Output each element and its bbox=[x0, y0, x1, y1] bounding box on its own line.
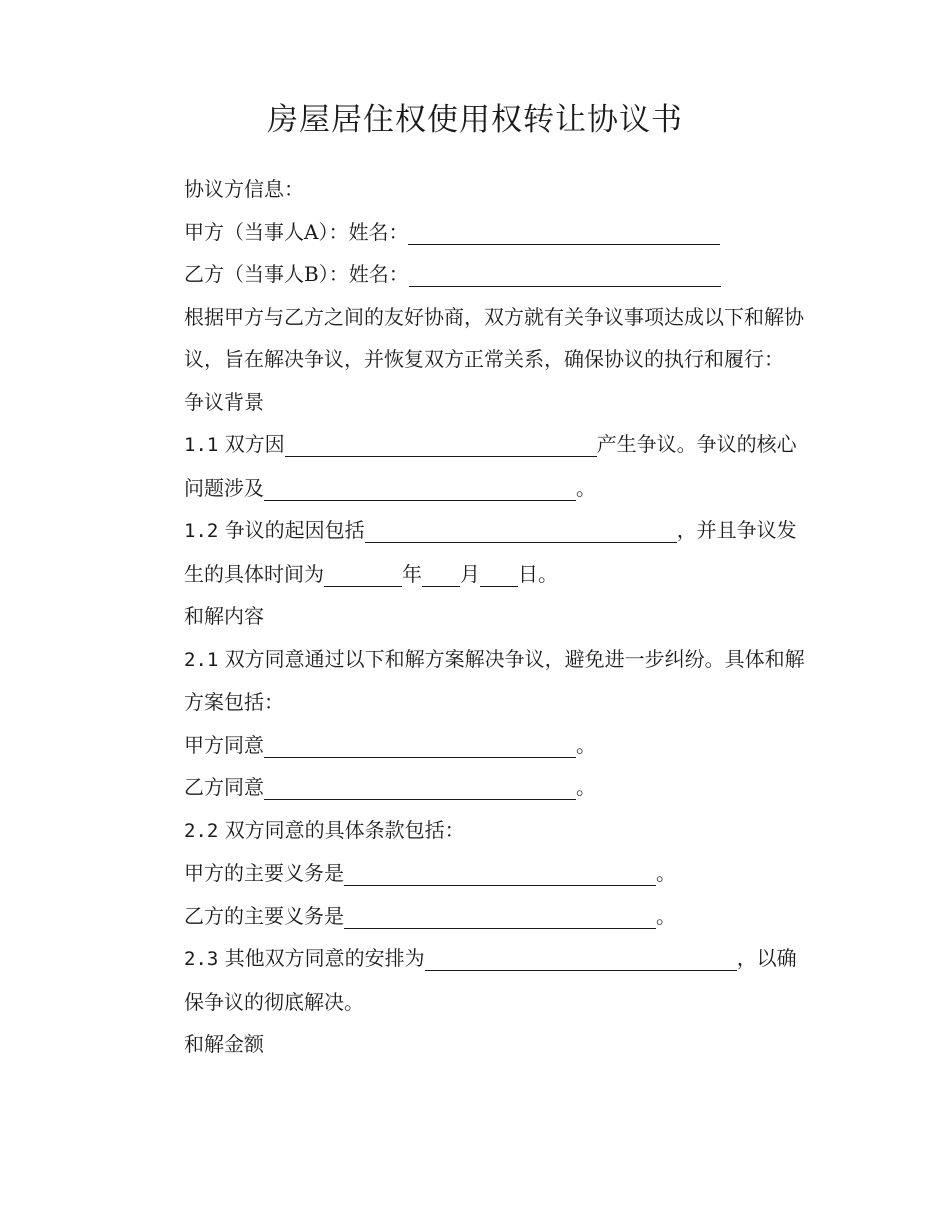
parties-heading: 协议方信息： bbox=[184, 177, 304, 201]
party-b-obligation-line bbox=[140, 895, 805, 938]
clause-number: 1.1 bbox=[184, 434, 219, 456]
party-b-label: 乙方（当事人B）：姓名： bbox=[184, 262, 409, 286]
clause-text: 双方同意通过以下和解方案解决争议，避免进一步纠纷。具体和解方案包括： bbox=[184, 646, 805, 714]
intro-paragraph: 根据甲方与乙方之间的友好协商，双方就有关争议事项达成以下和解协议，旨在解决争议，并恢复双方正常关系，确保协议的执行和履行： bbox=[184, 304, 804, 371]
core-issue-blank[interactable] bbox=[264, 476, 576, 501]
other-arrangement-blank[interactable] bbox=[425, 946, 737, 971]
clause-text: ，以确保争议的彻底解决。 bbox=[184, 946, 797, 1014]
clause-text: 甲方同意 bbox=[184, 732, 264, 757]
clause-text: 。 bbox=[576, 775, 596, 799]
party-b-agrees-line bbox=[140, 766, 805, 809]
party-a-line bbox=[140, 211, 805, 254]
document-body bbox=[140, 168, 805, 1066]
section-heading-amount: 和解金额 bbox=[184, 1032, 264, 1056]
document-title: 房屋居住权使用权转让协议书 bbox=[267, 102, 683, 138]
party-a-agrees-blank[interactable] bbox=[264, 733, 576, 758]
party-b-obligation-blank[interactable] bbox=[344, 904, 656, 929]
day-blank[interactable] bbox=[480, 562, 518, 587]
clause-2-2 bbox=[140, 809, 805, 853]
clause-number: 2.2 bbox=[184, 819, 219, 842]
dispute-origin-blank[interactable] bbox=[365, 518, 677, 543]
clause-text: 双方同意的具体条款包括： bbox=[224, 817, 465, 842]
party-a-agrees-line bbox=[140, 724, 805, 767]
clause-text: 产生争议。争议的核心问题涉及 bbox=[184, 432, 797, 500]
clause-text: 双方因 bbox=[224, 432, 285, 456]
party-a-obligation-line bbox=[140, 852, 805, 895]
clause-text: 乙方同意 bbox=[184, 775, 264, 799]
clause-text: ，并且争议发生的具体时间为 bbox=[184, 518, 797, 586]
clause-number: 2.1 bbox=[184, 648, 219, 671]
month-blank[interactable] bbox=[422, 562, 460, 587]
clause-text: 甲方的主要义务是 bbox=[184, 861, 344, 885]
month-label: 月 bbox=[460, 561, 480, 586]
clause-text: 。 bbox=[576, 475, 596, 500]
party-b-line bbox=[140, 253, 805, 296]
party-a-name-blank[interactable] bbox=[408, 220, 720, 245]
section-heading-background: 争议背景 bbox=[184, 389, 264, 414]
party-b-agrees-blank[interactable] bbox=[264, 775, 576, 800]
clause-text: 。 bbox=[656, 861, 676, 885]
clause-2-3 bbox=[140, 937, 805, 1023]
clause-1-2 bbox=[140, 509, 805, 595]
clause-2-1 bbox=[140, 638, 805, 724]
section-heading-settlement: 和解内容 bbox=[184, 604, 264, 628]
clause-number: 1.2 bbox=[184, 520, 219, 542]
clause-text: 乙方的主要义务是 bbox=[184, 903, 344, 928]
clause-1-1 bbox=[140, 423, 805, 509]
clause-text: 其他双方同意的安排为 bbox=[224, 946, 425, 970]
clause-text: 争议的起因包括 bbox=[224, 518, 365, 542]
year-blank[interactable] bbox=[324, 562, 402, 587]
dispute-cause-blank[interactable] bbox=[285, 432, 597, 457]
year-label: 年 bbox=[402, 561, 422, 586]
party-b-name-blank[interactable] bbox=[409, 262, 721, 287]
party-a-label: 甲方（当事人A）：姓名： bbox=[184, 219, 409, 244]
clause-text: 。 bbox=[576, 732, 596, 757]
day-label: 日。 bbox=[518, 561, 558, 586]
clause-text: 。 bbox=[656, 903, 676, 928]
party-a-obligation-blank[interactable] bbox=[344, 861, 656, 886]
clause-number: 2.3 bbox=[184, 948, 219, 970]
